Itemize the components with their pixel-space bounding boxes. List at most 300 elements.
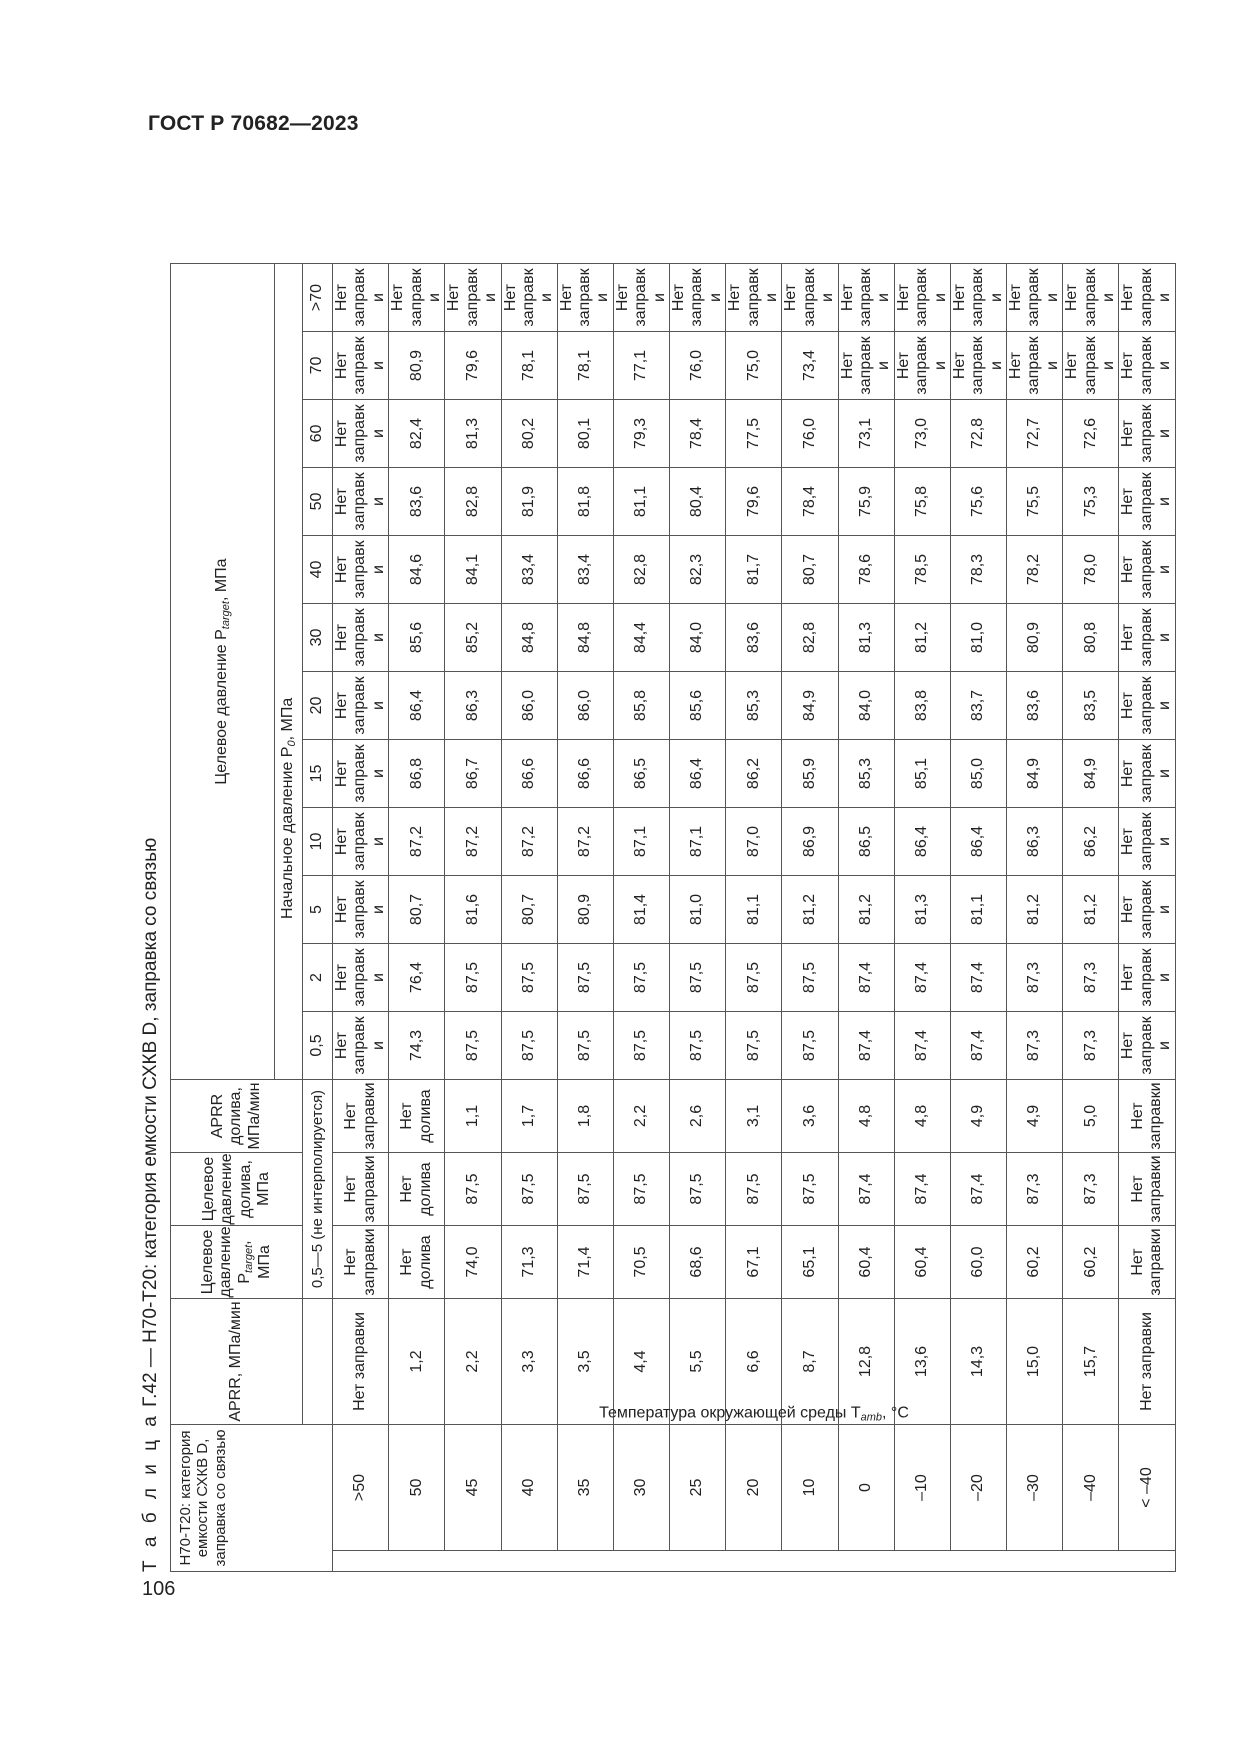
value-cell: 79,6 [726,468,782,536]
temp-cell: 10 [782,1425,838,1551]
target-topup-cell: 87,5 [557,1153,613,1226]
value-cell: Нет заправки [1119,468,1175,536]
value-cell: 81,7 [726,536,782,604]
value-cell: 87,3 [1063,944,1119,1012]
table-row [389,264,445,1572]
side-label-inner [598,1404,909,1424]
value-cell: 86,0 [557,672,613,740]
value-cell: 87,5 [613,1012,669,1080]
value-cell: 75,8 [894,468,950,536]
value-cell: 83,6 [1007,672,1063,740]
col-aprr-topup-header: APRR долива, МПа/мин [171,1080,303,1153]
value-cell: 81,1 [950,876,1006,944]
aprr-topup-cell: 4,8 [894,1080,950,1153]
table-row [726,264,782,1572]
value-cell: Нет заправки [1119,808,1175,876]
table-row [1119,264,1175,1572]
value-cell: 85,1 [894,740,950,808]
aprr-cell: 15,7 [1063,1299,1119,1425]
value-cell: 87,1 [670,808,726,876]
value-cell: 81,2 [1007,876,1063,944]
value-cell: 73,0 [894,400,950,468]
value-cell: 87,3 [1007,1012,1063,1080]
col-target-label-text: Целевое давление P [199,1226,253,1298]
value-cell: 76,0 [782,400,838,468]
target-topup-cell: 87,5 [782,1153,838,1226]
value-cell: 87,0 [726,808,782,876]
value-cell: 87,5 [613,944,669,1012]
temp-cell: 35 [557,1425,613,1551]
value-cell: 83,4 [557,536,613,604]
value-cell: 73,4 [782,332,838,400]
p0-header-10: 70 [303,332,333,400]
value-cell: Нет заправки [782,264,838,332]
aprr-topup-cell: 2,2 [613,1080,669,1153]
table-row [782,264,838,1572]
value-cell: 80,9 [557,876,613,944]
value-cell: 87,4 [894,1012,950,1080]
value-cell: 84,4 [613,604,669,672]
aprr-cell: Нет заправки [333,1299,389,1425]
p0-header-1: 2 [303,944,333,1012]
value-cell: 86,4 [894,808,950,876]
table-row [557,264,613,1572]
value-cell: 81,0 [950,604,1006,672]
aprr-cell: 1,2 [389,1299,445,1425]
value-cell: 77,5 [726,400,782,468]
value-cell: Нет заправки [333,740,389,808]
value-cell: 82,8 [445,468,501,536]
value-cell: 75,6 [950,468,1006,536]
aprr-cell: 3,3 [501,1299,557,1425]
aprr-topup-cell: 1,1 [445,1080,501,1153]
group-target-header [171,264,275,1080]
target-topup-cell: 87,4 [838,1153,894,1226]
value-cell: 87,5 [726,1012,782,1080]
p0-header-6: 30 [303,604,333,672]
aprr-cell: 4,4 [613,1299,669,1425]
value-cell: 81,3 [838,604,894,672]
value-cell: 75,9 [838,468,894,536]
value-cell: 87,5 [670,944,726,1012]
value-cell: 75,5 [1007,468,1063,536]
value-cell: 86,8 [389,740,445,808]
value-cell: 85,2 [445,604,501,672]
target-topup-cell: 87,5 [445,1153,501,1226]
value-cell: 78,0 [1063,536,1119,604]
value-cell: 78,5 [894,536,950,604]
value-cell: 86,4 [670,740,726,808]
temp-cell: –40 [1063,1425,1119,1551]
value-cell: 81,2 [782,876,838,944]
value-cell: Нет заправки [1119,536,1175,604]
p0-header-5: 20 [303,672,333,740]
target-cell: 60,4 [894,1226,950,1299]
value-cell: Нет заправки [1119,876,1175,944]
aprr-topup-cell: Нет долива [389,1080,445,1153]
value-cell: 83,6 [726,604,782,672]
value-cell: Нет заправки [1007,332,1063,400]
value-cell: 80,8 [1063,604,1119,672]
aprr-cell: 2,2 [445,1299,501,1425]
target-cell: 60,4 [838,1226,894,1299]
value-cell: 87,5 [782,944,838,1012]
value-cell: Нет заправки [726,264,782,332]
target-cell: 74,0 [445,1226,501,1299]
value-cell: 79,3 [613,400,669,468]
group-initial-label-unit: , МПа [278,697,296,741]
aprr-cell: 13,6 [894,1299,950,1425]
value-cell: 81,1 [726,876,782,944]
value-cell: 86,6 [501,740,557,808]
target-topup-cell: 87,5 [670,1153,726,1226]
value-cell: 86,2 [1063,808,1119,876]
value-cell: 87,3 [1063,1012,1119,1080]
value-cell: 87,2 [445,808,501,876]
value-cell: 78,2 [1007,536,1063,604]
group-initial-header [275,264,303,1080]
value-cell: Нет заправки [1119,400,1175,468]
value-cell: 81,3 [894,876,950,944]
p0-header-9: 60 [303,400,333,468]
value-cell: 79,6 [445,332,501,400]
value-cell: 83,5 [1063,672,1119,740]
value-cell: 84,8 [501,604,557,672]
table-row [501,264,557,1572]
value-cell: 75,3 [1063,468,1119,536]
value-cell: 87,5 [445,1012,501,1080]
p0-header-2: 5 [303,876,333,944]
value-cell: 84,8 [557,604,613,672]
value-cell: 81,1 [613,468,669,536]
value-cell: 86,5 [838,808,894,876]
value-cell: Нет заправки [333,672,389,740]
target-cell: 68,6 [670,1226,726,1299]
value-cell: Нет заправки [501,264,557,332]
value-cell: 83,6 [389,468,445,536]
value-cell: 81,2 [1063,876,1119,944]
value-cell: Нет заправки [894,332,950,400]
value-cell: 76,4 [389,944,445,1012]
value-cell: 78,4 [670,400,726,468]
aprr-cell: 12,8 [838,1299,894,1425]
target-cell: 71,3 [501,1226,557,1299]
rotated-table-block [140,180,1174,1580]
value-cell: Нет заправки [333,468,389,536]
value-cell: 78,3 [950,536,1006,604]
value-cell: Нет заправки [950,332,1006,400]
value-cell: Нет заправки [1007,264,1063,332]
aprr-topup-cell: 3,6 [782,1080,838,1153]
target-topup-cell: 87,4 [894,1153,950,1226]
value-cell: 84,1 [445,536,501,604]
temp-cell: 40 [501,1425,557,1551]
group-initial-label [279,698,296,919]
value-cell: Нет заправки [333,1012,389,1080]
value-cell: 80,4 [670,468,726,536]
target-topup-cell: 87,3 [1007,1153,1063,1226]
value-cell: 83,8 [894,672,950,740]
aprr-topup-cell: 4,9 [950,1080,1006,1153]
value-cell: Нет заправки [1063,332,1119,400]
value-cell: 85,3 [838,740,894,808]
value-cell: 86,3 [445,672,501,740]
value-cell: 87,3 [1007,944,1063,1012]
value-cell: 78,1 [501,332,557,400]
temp-cell: 0 [838,1425,894,1551]
value-cell: Нет заправки [389,264,445,332]
value-cell: 83,4 [501,536,557,604]
col-aprr-label: APRR, МПа/мин [227,1301,245,1422]
value-cell: 87,2 [501,808,557,876]
value-cell: 86,4 [950,808,1006,876]
aprr-header-blank [303,1299,333,1425]
p0-header-3: 10 [303,808,333,876]
group-target-label-unit: , МПа [212,558,230,602]
value-cell: Нет заправки [838,264,894,332]
aprr-cell: 6,6 [726,1299,782,1425]
value-cell: 72,8 [950,400,1006,468]
value-cell: 72,7 [1007,400,1063,468]
value-cell: 87,5 [557,944,613,1012]
value-cell: Нет заправки [333,944,389,1012]
value-cell: 87,5 [501,944,557,1012]
value-cell: 80,7 [782,536,838,604]
value-cell: 84,9 [1063,740,1119,808]
value-cell: 87,5 [445,944,501,1012]
value-cell: 80,7 [501,876,557,944]
value-cell: 75,0 [726,332,782,400]
aprr-cell: Нет заправки [1119,1299,1175,1425]
caption-prefix: Т а б л и ц а [140,1412,161,1572]
side-label [599,1404,909,1424]
p0-header-11: >70 [303,264,333,332]
value-cell: 85,9 [782,740,838,808]
value-cell: 86,7 [445,740,501,808]
table-row [950,264,1006,1572]
value-cell: 87,4 [950,944,1006,1012]
target-cell: Нет заправки [333,1226,389,1299]
target-cell: Нет долива [389,1226,445,1299]
value-cell: 85,0 [950,740,1006,808]
value-cell: Нет заправки [1119,604,1175,672]
table-row [838,264,894,1572]
group-target-label-text: Целевое давление P [212,629,230,785]
value-cell: 82,4 [389,400,445,468]
aprr-topup-cell: 3,1 [726,1080,782,1153]
target-cell: 70,5 [613,1226,669,1299]
document-standard-header: ГОСТ Р 70682—2023 [148,112,359,135]
target-cell: 67,1 [726,1226,782,1299]
col-target-topup-header: Целевое давление долива, МПа [171,1153,303,1226]
value-cell: 85,6 [670,672,726,740]
value-cell: 86,2 [726,740,782,808]
temp-cell: < –40 [1119,1425,1175,1551]
aprr-topup-cell: 5,0 [1063,1080,1119,1153]
aprr-topup-cell: 2,6 [670,1080,726,1153]
value-cell: 87,2 [557,808,613,876]
target-cell: 60,2 [1063,1226,1119,1299]
table-row [894,264,950,1572]
value-cell: 82,8 [782,604,838,672]
side-label-inner-text: Температура окружающей среды T [598,1404,861,1422]
value-cell: 77,1 [613,332,669,400]
aprr-cell: 3,5 [557,1299,613,1425]
value-cell: 82,8 [613,536,669,604]
value-cell: 83,7 [950,672,1006,740]
value-cell: 84,0 [670,604,726,672]
target-topup-cell: Нет заправки [1119,1153,1175,1226]
target-topup-cell: Нет долива [389,1153,445,1226]
value-cell: 87,5 [501,1012,557,1080]
target-cell: 65,1 [782,1226,838,1299]
value-cell: 81,8 [557,468,613,536]
temp-cell: –20 [950,1425,1006,1551]
target-cell: 71,4 [557,1226,613,1299]
value-cell: 81,4 [613,876,669,944]
value-cell: 84,0 [838,672,894,740]
table-row [333,264,389,1572]
value-cell: 74,3 [389,1012,445,1080]
p0-header-4: 15 [303,740,333,808]
temp-cell: –10 [894,1425,950,1551]
aprr-topup-cell: 1,8 [557,1080,613,1153]
value-cell: 87,4 [950,1012,1006,1080]
temp-cell: 45 [445,1425,501,1551]
table-row [445,264,501,1572]
value-cell: 73,1 [838,400,894,468]
value-cell: Нет заправки [613,264,669,332]
p0-header-7: 40 [303,536,333,604]
value-cell: Нет заправки [333,604,389,672]
value-cell: 84,9 [1007,740,1063,808]
aprr-topup-cell: Нет заправки [1119,1080,1175,1153]
temp-cell: >50 [333,1425,389,1551]
target-topup-cell: 87,5 [501,1153,557,1226]
value-cell: 86,5 [613,740,669,808]
value-cell: 82,3 [670,536,726,604]
value-cell: 78,1 [557,332,613,400]
temp-cell: 30 [613,1425,669,1551]
aprr-topup-cell: 1,7 [501,1080,557,1153]
value-cell: 72,6 [1063,400,1119,468]
group-initial-label-text: Начальное давление P [278,746,296,919]
value-cell: 81,0 [670,876,726,944]
value-cell: Нет заправки [1119,740,1175,808]
col-target-header [171,1226,303,1299]
value-cell: Нет заправки [557,264,613,332]
value-cell: Нет заправки [333,808,389,876]
temp-cell: 25 [670,1425,726,1551]
value-cell: Нет заправки [333,400,389,468]
value-cell: 81,2 [838,876,894,944]
p0-header-0: 0,5 [303,1012,333,1080]
table-row [1063,264,1119,1572]
value-cell: 80,7 [389,876,445,944]
value-cell: Нет заправки [333,264,389,332]
col-target-label-unit: , МПа [235,1240,273,1279]
target-topup-cell: 87,4 [950,1153,1006,1226]
side-label-inner-unit: , °С [881,1404,909,1422]
temp-cell: 50 [389,1425,445,1551]
value-cell: 87,2 [389,808,445,876]
group-target-label [213,558,230,784]
table-row [670,264,726,1572]
value-cell: Нет заправки [670,264,726,332]
temp-cell: –30 [1007,1425,1063,1551]
p0-header-8: 50 [303,468,333,536]
not-interpolated-header: 0,5—5 (не интерполируется) [303,1080,333,1299]
value-cell: Нет заправки [333,332,389,400]
value-cell: 87,5 [726,944,782,1012]
value-cell: 76,0 [670,332,726,400]
value-cell: 87,1 [613,808,669,876]
value-cell: Нет заправки [333,876,389,944]
caption-text: Г.42 — Н70-Т20: категория емкости СХКВ D, заправка со связью [140,837,161,1407]
value-cell: Нет заправки [1119,264,1175,332]
value-cell: 81,2 [894,604,950,672]
target-topup-cell: 87,5 [613,1153,669,1226]
value-cell: 86,6 [557,740,613,808]
value-cell: 87,4 [894,944,950,1012]
target-topup-cell: 87,3 [1063,1153,1119,1226]
value-cell: 86,0 [501,672,557,740]
value-cell: Нет заправки [838,332,894,400]
target-cell: 60,2 [1007,1226,1063,1299]
value-cell: 87,4 [838,1012,894,1080]
value-cell: 80,2 [501,400,557,468]
value-cell: 80,1 [557,400,613,468]
value-cell: Нет заправки [333,536,389,604]
aprr-cell: 5,5 [670,1299,726,1425]
value-cell: 87,5 [557,1012,613,1080]
value-cell: 80,9 [1007,604,1063,672]
col-target-label-sub: target [242,1244,255,1273]
table-row [1007,264,1063,1572]
value-cell: 87,5 [782,1012,838,1080]
value-cell: 85,6 [389,604,445,672]
data-table [170,263,1176,1572]
value-cell: 81,9 [501,468,557,536]
value-cell: 80,9 [389,332,445,400]
value-cell: Нет заправки [445,264,501,332]
value-cell: 85,3 [726,672,782,740]
target-cell: 60,0 [950,1226,1006,1299]
corner-label: Н70-Т20: категория емкости СХКВ D, заправка со связью [171,1425,333,1572]
value-cell: Нет заправки [894,264,950,332]
value-cell: 81,3 [445,400,501,468]
aprr-cell: 15,0 [1007,1299,1063,1425]
value-cell: 81,6 [445,876,501,944]
value-cell: 78,4 [782,468,838,536]
aprr-topup-cell: 4,9 [1007,1080,1063,1153]
value-cell: 86,4 [389,672,445,740]
col-target-label [199,1226,272,1297]
value-cell: Нет заправки [1119,944,1175,1012]
page-number: 106 [142,1578,176,1600]
temp-cell: 20 [726,1425,782,1551]
value-cell: 86,9 [782,808,838,876]
value-cell: Нет заправки [1063,264,1119,332]
table-caption [140,838,162,1572]
value-cell: Нет заправки [1119,1012,1175,1080]
value-cell: 78,6 [838,536,894,604]
aprr-cell: 8,7 [782,1299,838,1425]
target-cell: Нет заправки [1119,1226,1175,1299]
target-topup-cell: 87,5 [726,1153,782,1226]
value-cell: 84,6 [389,536,445,604]
target-topup-cell: Нет заправки [333,1153,389,1226]
